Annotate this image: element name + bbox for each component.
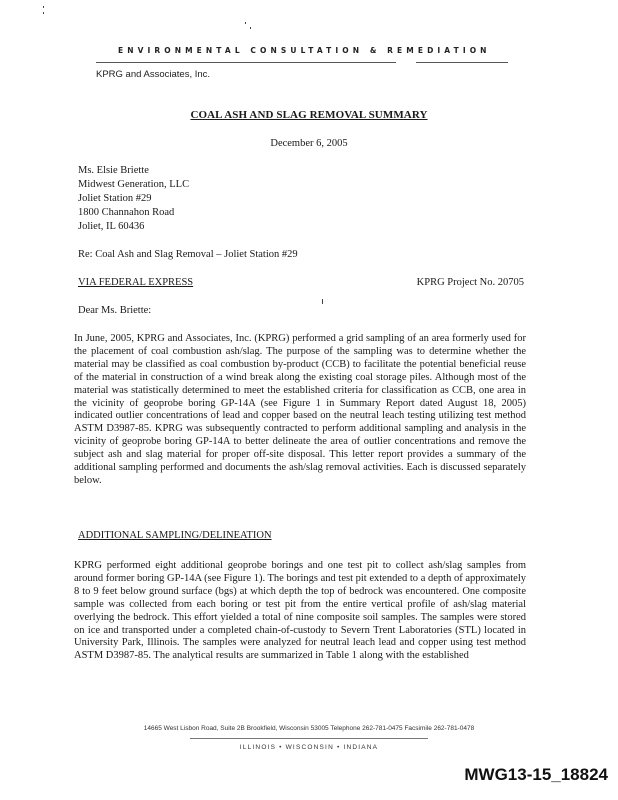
document-title: COAL ASH AND SLAG REMOVAL SUMMARY xyxy=(190,109,428,121)
scan-speck xyxy=(250,27,251,29)
scan-speck xyxy=(322,299,323,304)
scan-speck xyxy=(245,22,246,24)
salutation: Dear Ms. Briette: xyxy=(78,305,152,316)
scan-speck xyxy=(43,12,44,14)
body-paragraph-1: In June, 2005, KPRG and Associates, Inc. (KPRG) performed a grid sampling of an area formerly used for the placement of coal combustion ash/slag. The purpose of the sampling was to determine whether the material may be classified as coal combustion by-product (CCB) to facilitate the potential beneficial reuse of the material in construction of a wind break along the existing coal storage piles. Although most of the material was statistically determined to meet the established criteria for classification as CCB, one area in the vicinity of geoprobe boring GP-14A (see Figure 1 in Summary Report dated August 18, 2005) indicated outlier concentrations of lead and copper based on the neutral leach testing utilizing test method ASTM D3987-85. KPRG was subsequently contracted to perform additional sampling and analysis in the vicinity of geoprobe boring GP-14A to better delineate the area of outlier concentrations and remove the subject ash and slag material for proper off-site disposal. This letter report provides a summary of the additional sampling performed and documents the ash/slag removal activities. Each is discussed separately below. xyxy=(74,333,526,486)
letterhead-rule-right xyxy=(416,62,508,63)
recipient-address xyxy=(78,164,189,234)
scan-speck xyxy=(43,6,44,8)
footer-rule xyxy=(190,738,428,739)
recipient-city: Joliet, IL 60436 xyxy=(78,221,145,232)
recipient-street: 1800 Channahon Road xyxy=(78,207,175,218)
letterhead-tagline: ENVIRONMENTAL CONSULTATION & REMEDIATION xyxy=(118,46,491,55)
delivery-method: VIA FEDERAL EXPRESS xyxy=(78,277,194,288)
recipient-company: Midwest Generation, LLC xyxy=(78,179,190,190)
re-line: Re: Coal Ash and Slag Removal – Joliet Station #29 xyxy=(78,249,298,260)
project-number: KPRG Project No. 20705 xyxy=(416,277,524,288)
document-date: December 6, 2005 xyxy=(270,138,348,149)
recipient-station: Joliet Station #29 xyxy=(78,193,152,204)
footer-address: 14665 West Lisbon Road, Suite 2B Brookfield, Wisconsin 53005 Telephone 262-781-0475 Facsimile 262-781-0478 xyxy=(143,725,475,732)
recipient-name: Ms. Elsie Briette xyxy=(78,165,149,176)
letterhead-rule-left xyxy=(96,62,396,63)
company-name: KPRG and Associates, Inc. xyxy=(96,69,211,80)
bates-number: MWG13-15_18824 xyxy=(464,765,608,784)
section-heading: ADDITIONAL SAMPLING/DELINEATION xyxy=(78,530,272,541)
body-paragraph-2: KPRG performed eight additional geoprobe borings and one test pit to collect ash/slag samples from around former boring GP-14A (see Figure 1). The borings and test pit extended to a depth of approximately 8 to 9 feet below ground surface (bgs) at which depth the top of bedrock was encountered. One composite sample was collected from each boring or test pit from the entire vertical profile of ash/slag material overlying the bedrock. This effort yielded a total of nine composite soil samples. The samples were stored on ice and transported under a completed chain-of-custody to Severn Trent Laboratories (STL) located in University Park, Illinois. The samples were analyzed for neutral leach lead and copper using test method ASTM D3987-85. The analytical results are summarized in Table 1 along with the established xyxy=(74,560,526,662)
footer-states: ILLINOIS • WISCONSIN • INDIANA xyxy=(239,744,379,751)
